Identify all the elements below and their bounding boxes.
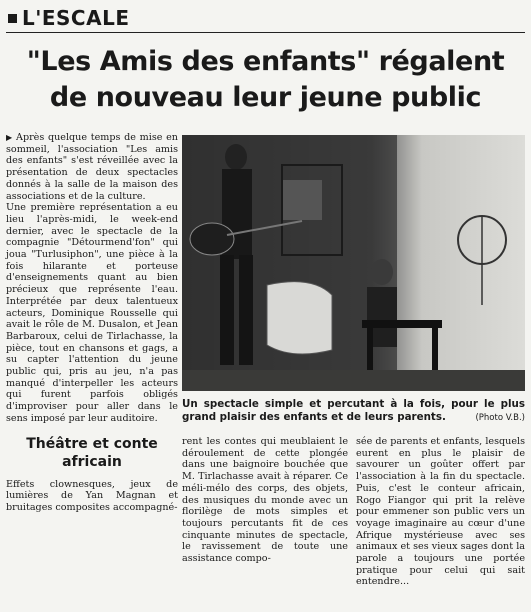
- section-square-icon: [8, 14, 17, 23]
- article-paragraph-3-start: Effets clownesques, jeux de lumières de Yan Magnan et bruitages composites accompagné-: [6, 478, 178, 513]
- article-subhead: Théâtre et conte africain: [26, 435, 158, 470]
- paragraph-1-text: Après quelque temps de mise en sommeil, l'association "Les amis des enfants" s'est réveillée avec la présentation de deux spectacles donnés à la salle de la maison des associations et de la culture.: [6, 132, 178, 202]
- section-rubric: [6, 6, 525, 33]
- bullet-icon: ▶: [6, 133, 17, 142]
- photo-caption: [182, 398, 525, 425]
- article-paragraph-2: Une première représentation a eu lieu l'après-midi, le week-end dernier, avec le spectacle de la compagnie "Détourmend'fon" qui joua "Turlusiphon", une pièce à la fois hilarante et porteuse d'enseignements quant au bien précieux que représente l'eau. Interprétée par deux talentueux acteurs, Dominique Rousselle qui avait le rôle de M. Dusalon, et Jean Barbaroux, celui de Tirlachasse, la pièce, tout en chansons et gags, a su capter l'attention du jeune public qui, pris au jeu, n'a pas manqué d'interpeller les acteurs qui furent parfois obligés d'improviser pour aller dans le sens imposé par leur auditoire.: [6, 202, 178, 424]
- headline-line-2: de nouveau leur jeune public: [49, 82, 482, 113]
- column-2-text: rent les contes qui meublaient le déroulement de cette plongée dans une baignoire bouchée que M. Tirlachasse avait à réparer. Ce méli-mélo des corps, des objets, des musiques du monde avec un florilège de mots simples et toujours percutants fit de ces cinquante minutes de spectacle, le ravissement de toute une assistance compo-: [182, 436, 348, 565]
- photo-credit: (Photo V.B.): [475, 413, 525, 423]
- article-column-1: [6, 132, 178, 514]
- article-column-3: [356, 436, 525, 588]
- column-3-text: sée de parents et enfants, lesquels eurent en plus le plaisir de savourer un goûter offert par l'association à la fin du spectacle. Puis, c'est le conteur africain, Rogo Fiangor qui prit la relève pour emmener son public vers un voyage imaginaire au cœur d'une Afrique mystérieuse avec ses animaux et ses vieux sages dont la parole a toujours une portée pratique pour celui qui sait entendre...: [356, 436, 525, 588]
- article-photo: [182, 135, 525, 391]
- article-headline: [6, 44, 525, 116]
- section-label: L'ESCALE: [22, 6, 130, 30]
- headline-line-1: "Les Amis des enfants" régalent: [26, 46, 505, 77]
- article-column-2: [182, 436, 348, 565]
- article-paragraph-1: [6, 132, 178, 202]
- photo-caption-text: Un spectacle simple et percutant à la fois, pour le plus grand plaisir des enfants et de leurs parents.: [182, 398, 525, 423]
